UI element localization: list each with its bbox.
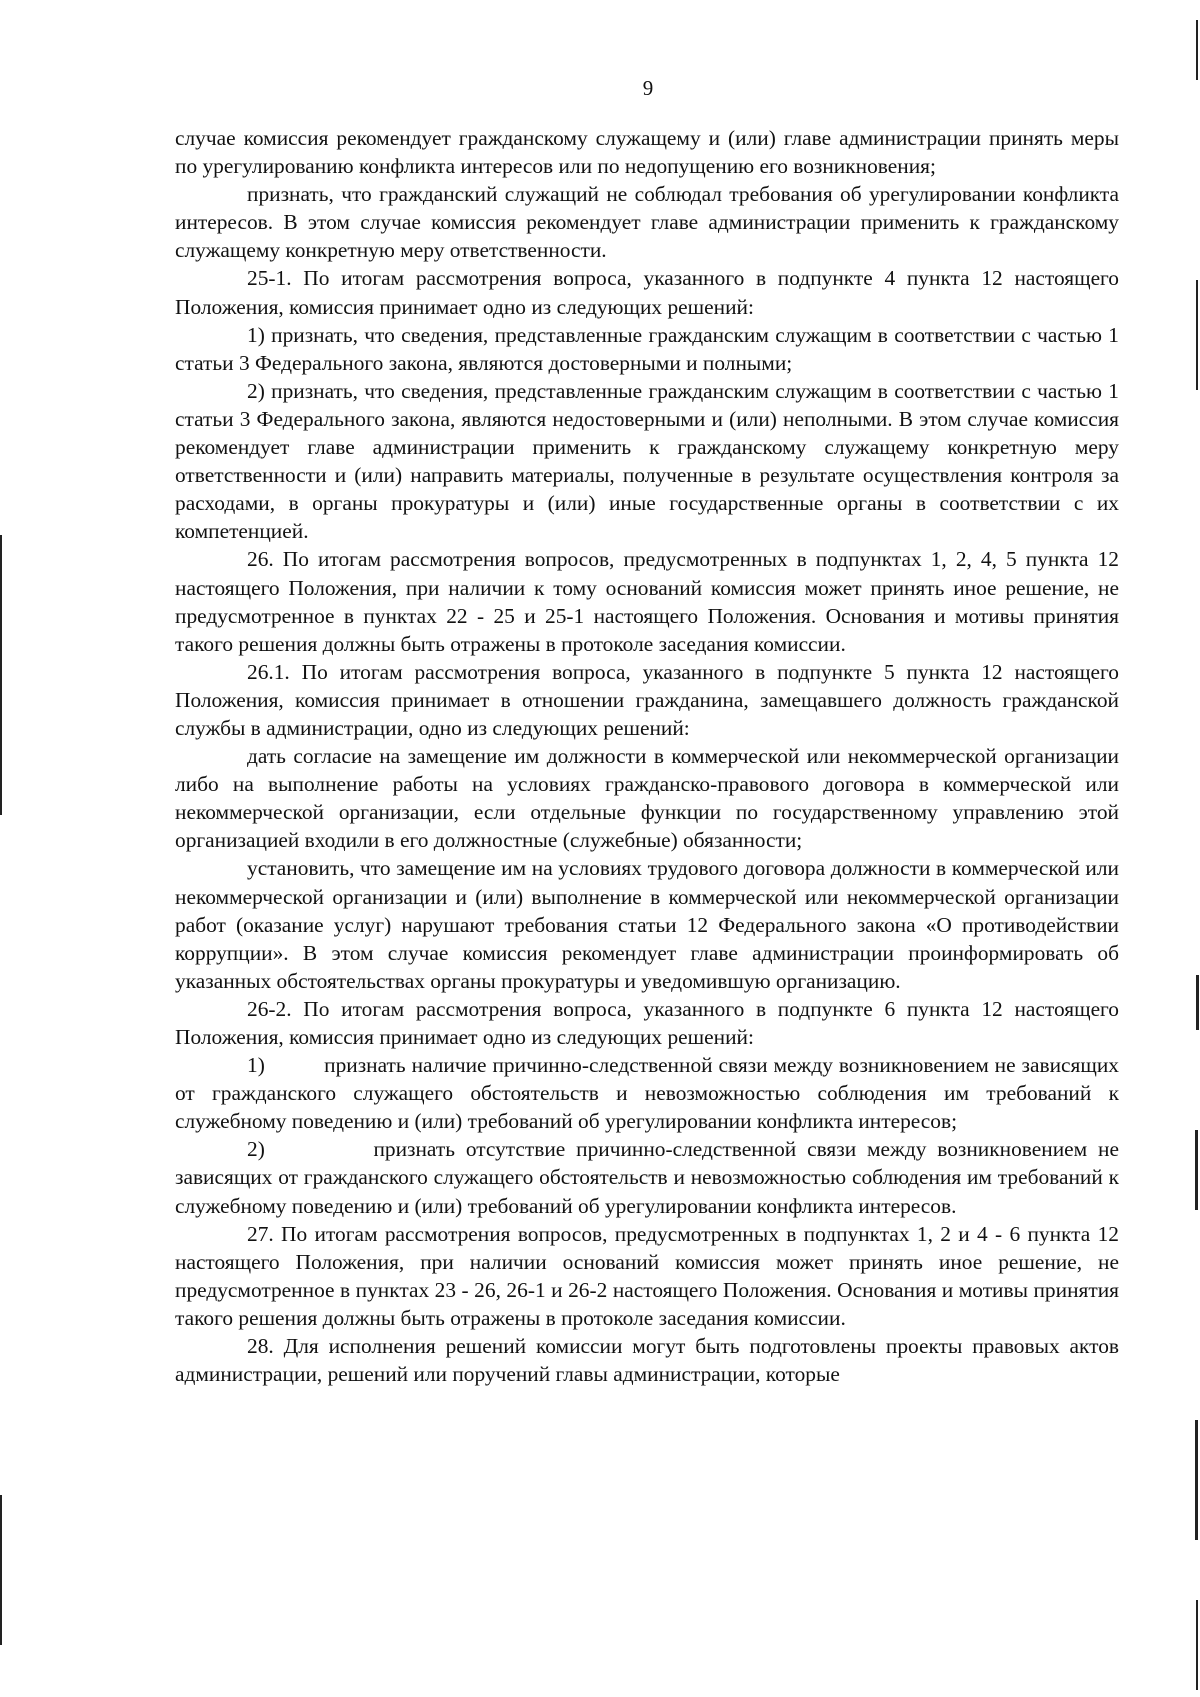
paragraph: признать, что гражданский служащий не соблюдал требования об урегулировании конфликта интересов. В этом случае комиссия рекомендует главе администрации применить к гражданскому служащему конкретную меру ответственности. bbox=[175, 182, 1119, 263]
paragraph: 27. По итогам рассмотрения вопросов, предусмотренных в подпунктах 1, 2 и 4 - 6 пункта 12 настоящего Положения, при наличии оснований комиссия может принять иное решение, не предусмотренное в пунктах 23 - 26, 26-1 и 26-2 настоящего Положения. Основания и мотивы принятия такого решения должны быть отражены в протоколе заседания комиссии. bbox=[175, 1221, 1119, 1330]
scan-edge-mark bbox=[0, 1495, 2, 1645]
paragraph: 1) признать наличие причинно-следственной связи между возникновением не зависящих от гражданского служащего обстоятельств и невозможностью соблюдения им требований к служебному поведению и (или) требований об урегулировании конфликта интересов; bbox=[175, 1053, 1119, 1134]
scan-edge-mark bbox=[1195, 1130, 1198, 1210]
paragraph: 26.1. По итогам рассмотрения вопроса, указанного в подпункте 5 пункта 12 настоящего Положения, комиссия принимает в отношении гражданина, замещавшего должность гражданской службы в администрации, одно из следующих решений: bbox=[175, 659, 1119, 740]
paragraph: 1) признать, что сведения, представленные гражданским служащим в соответствии с частью 1 статьи 3 Федерального закона, являются достоверными и полными; bbox=[175, 322, 1119, 375]
scan-edge-mark bbox=[1196, 20, 1198, 80]
scan-edge-mark bbox=[1195, 1420, 1198, 1540]
scan-edge-mark bbox=[1196, 1600, 1198, 1690]
scan-edge-mark bbox=[0, 535, 2, 815]
scan-edge-mark bbox=[1196, 280, 1198, 390]
paragraph: случае комиссия рекомендует гражданскому служащему и (или) главе администрации принять меры по урегулированию конфликта интересов или по недопущению его возникновения; bbox=[175, 126, 1119, 179]
document-body bbox=[175, 124, 1119, 1388]
paragraph: 2) признать, что сведения, представленные гражданским служащим в соответствии с частью 1 статьи 3 Федерального закона, являются недостоверными и (или) неполными. В этом случае комиссия рекомендует главе администрации применить к гражданскому служащему конкретную меру ответственности и (или) направить материалы, полученные в результате осуществления контроля за расходами, в органы прокуратуры и (или) иные государственные органы в соответствии с их компетенцией. bbox=[175, 378, 1119, 544]
paragraph: 2) признать отсутствие причинно-следственной связи между возникновением не зависящих от гражданского служащего обстоятельств и невозможностью соблюдения им требований к служебному поведению и (или) требований об урегулировании конфликта интересов. bbox=[175, 1137, 1119, 1218]
paragraph: дать согласие на замещение им должности в коммерческой или некоммерческой организации либо на выполнение работы на условиях гражданско-правового договора в коммерческой или некоммерческой организации, если отдельные функции по государственному управлению этой организацией входили в его должностные (служебные) обязанности; bbox=[175, 744, 1119, 853]
page-number: 9 bbox=[642, 76, 654, 100]
paragraph: установить, что замещение им на условиях трудового договора должности в коммерческой или некоммерческой организации и (или) выполнение в коммерческой или некоммерческой организации работ (оказание услуг) нарушают требования статьи 12 Федерального закона «О противодействии коррупции». В этом случае комиссия рекомендует главе администрации проинформировать об указанных обстоятельствах органы прокуратуры и уведомившую организацию. bbox=[175, 856, 1119, 993]
paragraph: 28. Для исполнения решений комиссии могут быть подготовлены проекты правовых актов администрации, решений или поручений главы администрации, которые bbox=[175, 1334, 1119, 1387]
scan-edge-mark bbox=[1196, 975, 1199, 1030]
paragraph: 25-1. По итогам рассмотрения вопроса, указанного в подпункте 4 пункта 12 настоящего Положения, комиссия принимает одно из следующих решений: bbox=[175, 266, 1119, 319]
paragraph: 26-2. По итогам рассмотрения вопроса, указанного в подпункте 6 пункта 12 настоящего Положения, комиссия принимает одно из следующих решений: bbox=[175, 996, 1119, 1049]
paragraph: 26. По итогам рассмотрения вопросов, предусмотренных в подпунктах 1, 2, 4, 5 пункта 12 настоящего Положения, при наличии к тому оснований комиссия может принять иное решение, не предусмотренное в пунктах 22 - 25 и 25-1 настоящего Положения. Основания и мотивы принятия такого решения должны быть отражены в протоколе заседания комиссии. bbox=[175, 547, 1119, 656]
